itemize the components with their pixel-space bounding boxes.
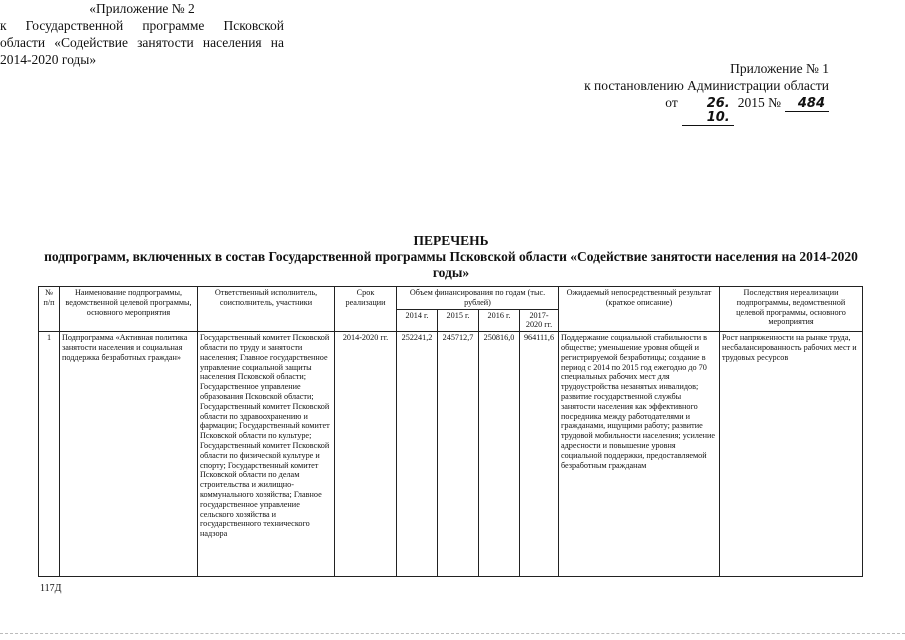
appendix-1-title: Приложение № 1 — [730, 61, 829, 76]
table-row — [39, 332, 863, 577]
subprogram-table — [38, 286, 863, 577]
appendix-2-block — [0, 0, 284, 68]
header-num: № п/п — [39, 287, 60, 332]
date-prefix: от — [665, 95, 678, 110]
header-consequences: Последствия нереализации подпрограммы, ведомственной целевой программы, основного мероприятия — [720, 287, 863, 332]
title-heading: ПЕРЕЧЕНЬ — [413, 233, 489, 248]
table-header-row — [39, 287, 863, 310]
header-year-2016: 2016 г. — [479, 309, 520, 332]
cell-2017-2020: 964111,6 — [520, 332, 559, 577]
page-number: 117Д — [40, 583, 62, 594]
header-result: Ожидаемый непосредственный результат (краткое описание) — [559, 287, 720, 332]
year-text: 2015 № — [737, 95, 781, 110]
appendix-1-date-line — [584, 94, 829, 126]
appendix-1-block — [584, 60, 829, 126]
header-responsible: Ответственный исполнитель, соисполнитель, участники — [198, 287, 335, 332]
header-funding: Объем финансирования по годам (тыс. рублей) — [397, 287, 559, 310]
cell-2015: 245712,7 — [438, 332, 479, 577]
cell-num: 1 — [39, 332, 60, 577]
header-year-2014: 2014 г. — [397, 309, 438, 332]
cell-2014: 252241,2 — [397, 332, 438, 577]
handwritten-date: 26. 10. — [682, 97, 734, 126]
cell-name: Подпрограмма «Активная политика занятости населения и социальная поддержка безработных граждан» — [60, 332, 198, 577]
appendix-2-body: к Государственной программе Псковской области «Содействие занятости населения на 2014-2020 годы» — [0, 18, 284, 67]
title-subheading: подпрограмм, включенных в состав Государственной программы Псковской области «Содействие занятости населения на 2014-2020 годы» — [44, 249, 858, 280]
appendix-2-title: «Приложение № 2 — [89, 1, 195, 16]
header-year-2017-2020: 2017-2020 гг. — [520, 309, 559, 332]
header-name: Наименование подпрограммы, ведомственной целевой программы, основного мероприятия — [60, 287, 198, 332]
header-year-2015: 2015 г. — [438, 309, 479, 332]
cell-result: Поддержание социальной стабильности в обществе; уменьшение уровня общей и регистрируемой безработицы; создание в период с 2014 по 2015 год ежегодно до 70 специальных рабочих мест для трудоустройства незанятых инвалидов; развитие государственной службы занятости населения как эффективного посредника между работодателями и гражданами, ищущими работу; развитие трудовой мобильности населения; усиление адресности и повышение уровня социальной поддержки, предоставляемой безработным гражданам — [559, 332, 720, 577]
cell-period: 2014-2020 гг. — [335, 332, 397, 577]
scan-edge-divider — [0, 633, 905, 636]
cell-consequences: Рост напряженности на рынке труда, несбалансированность рабочих мест и трудовых ресурсов — [720, 332, 863, 577]
cell-responsible: Государственный комитет Псковской области по труду и занятости населения; Главное государственное управление социальной защиты населения Псковской области; Государственное управление образования Псковской области; Государственный комитет Псковской области по здравоохранению и фармации; Государственный комитет Псковской области по культуре; Государственный комитет Псковской области по физической культуре и спорту; Государственный комитет Псковской области по делам строительства и жилищно-коммунального хозяйства; Главное государственное управление сельского хозяйства и государственного технического надзора — [198, 332, 335, 577]
cell-2016: 250816,0 — [479, 332, 520, 577]
header-period: Срок реализации — [335, 287, 397, 332]
appendix-1-resolution: к постановлению Администрации области — [584, 78, 829, 93]
document-title — [40, 233, 862, 281]
handwritten-number: 484 — [785, 97, 829, 112]
